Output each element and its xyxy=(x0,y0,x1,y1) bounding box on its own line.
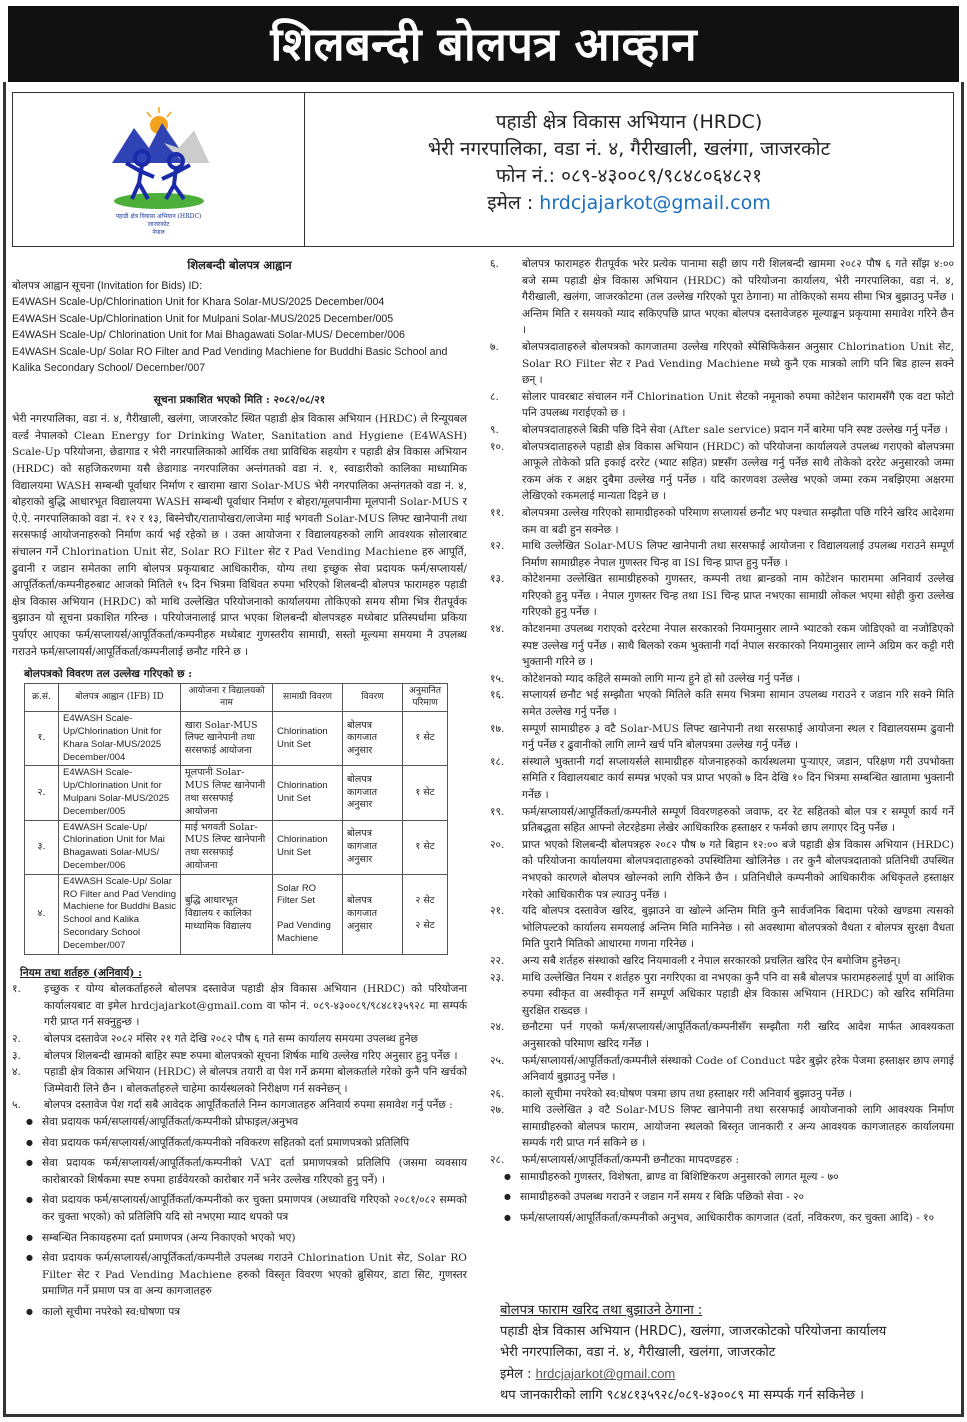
table-row xyxy=(25,874,448,954)
term-item xyxy=(12,1031,467,1048)
term-number: ७. xyxy=(490,340,499,353)
col-material: सामाग्री विवरण xyxy=(273,683,343,712)
address-heading: बोलपत्र फाराम खरिद तथा बुझाउने ठेगाना : xyxy=(500,1303,703,1319)
term-number: २६. xyxy=(490,1087,505,1100)
bullet-item xyxy=(26,1155,467,1188)
address-email-link[interactable]: hrdcjajarkot@gmail.com xyxy=(535,1366,676,1382)
term-number: १. xyxy=(12,983,21,996)
table-header-row xyxy=(25,683,448,712)
terms-list-left xyxy=(12,981,467,1114)
term-item xyxy=(490,538,954,571)
term-number: १०. xyxy=(490,440,505,453)
table-row xyxy=(25,820,448,874)
bullet-icon: ● xyxy=(26,1158,33,1168)
term-number: ११. xyxy=(490,506,505,519)
term-text: माथि उल्लेखित नियम र शर्तहरु पुरा नगरिएका वा नभएका कुनै पनि वा सबै बोलपत्र फारामहरुलाई पूर्ण वा आंशिक रुपमा स्वीकृत वा अस्वीकृत गर्ने सम्पूर्ण अधिकार पहाडी क्षेत्र विकास अभियान (HRDC) को खरिद समितिमा सुरक्षित राख्दछ । xyxy=(522,971,954,1017)
cell-material: Chlorination Unit Set xyxy=(273,766,343,820)
term-number: १६. xyxy=(490,689,505,702)
org-logo xyxy=(13,93,305,246)
contact-line: थप जानकारीको लागि ९८४८१३५९२८/०८९-४३००८९ मा सम्पर्क गर्न सकिनेछ । xyxy=(500,1388,865,1404)
cell-quantity xyxy=(403,874,448,954)
term-item xyxy=(490,903,954,953)
quantity-item: २ सेट xyxy=(415,895,435,907)
term-text: कोटेशनमा उल्लेखित सामाग्रीहरुको गुणस्तर, कम्पनी तथा ब्रान्डको नाम कोटेशन फाराममा अनिवार्य उल्लेख गरिएको हुनु पर्नेछ । नेपाल गुणस्तर चिन्ह तथा ISI चिन्ह प्राप्त नभएका सामाग्री लोकल भएमा सोही कुरा उल्लेख गरिएको हुनु पर्नेछ । xyxy=(522,573,954,619)
term-item xyxy=(490,754,954,804)
term-item xyxy=(490,837,954,903)
email-label: इमेल : xyxy=(487,192,534,214)
cell-details: बोलपत्र कागजात अनुसार xyxy=(343,820,403,874)
org-email-link[interactable]: hrdcjajarkot@gmail.com xyxy=(539,192,771,214)
term-text: बोलपत्रदाताहरुले बोलपत्रको कागजातमा उल्लेख गरिएको स्पेसिफिकेसन अनुसार Chlorination Unit सेट, Solar RO Filter सेट र Pad Vending Machiene मध्ये कुनै एक मात्रको लागि पनि बिड हाल्न सक्ने छन् । xyxy=(522,340,954,387)
col-project: आयोजना र विद्यालयको नाम xyxy=(181,683,273,712)
col-details: विवरण xyxy=(343,683,403,712)
term-item xyxy=(490,953,954,970)
cell-sn: २. xyxy=(25,766,59,820)
term-text: बोलपत्रमा उल्लेख गरिएको सामाग्रीहरुको परिमाण सप्लायर्स छनौट भए पश्चात सम्झौता पछि गरिने खरिद आदेशमा कम वा बढी हुन सक्नेछ । xyxy=(522,506,954,536)
term-text: यदि बोलपत्र दस्तावेज खरिद, बुझाउने वा खोल्ने अन्तिम मिति कुनै सार्वजनिक बिदामा परेको खण्डमा त्यसको भोलिपल्टको कार्यालय समयलाई अन्तिम मिति मानिनेछ । सो अवस्थामा बोलपत्रको वैधता र बोलपत्र सुरक्षा वैधता मिति पुरानै मितिको आधारमा गणना गरिनेछ । xyxy=(522,905,954,951)
cell-details: बोलपत्र कागजात अनुसार xyxy=(343,874,403,954)
bullet-item xyxy=(26,1230,467,1247)
term-text: इच्छुक र योग्य बोलकर्ताहरुले बोलपत्र दस्तावेज पहाडी क्षेत्र विकास अभियान (HRDC) को परियोजना कार्यालयबाट वा इमेल hrdcjajarkot@gmail.com वा फोन नं. ०८९-४३००८९/९८४८१३५९२८ मा सम्पर्क गरी प्राप्त गर्न सक्नुहुन्छ । xyxy=(44,983,467,1029)
bullet-icon: ● xyxy=(504,1171,511,1181)
submission-address xyxy=(500,1300,954,1406)
hrdc-logo-icon xyxy=(104,103,214,213)
term-text: फर्म/सप्लायर्स/आपूर्तिकर्ता/कम्पनी छनौटका मापदण्डहरु : xyxy=(522,1154,740,1167)
term-item xyxy=(490,1152,954,1169)
quantity-item: २ सेट xyxy=(415,920,435,932)
logo-caption-1: पहाडी क्षेत्र विकास अभियान (HRDC) xyxy=(115,212,202,220)
col-sn: क्र.सं. xyxy=(25,683,59,712)
bullet-icon: ● xyxy=(26,1306,33,1316)
term-text: छनौटमा पर्न गएको फर्म/सप्लायर्स/आपूर्तिकर्ता/कम्पनीसँग सम्झौता गरी खरिद आदेश मार्फत आवश्यकता अनुसारको परिमाण खरिद गर्नेछ । xyxy=(522,1021,954,1050)
notice-title: शिलबन्दी बोलपत्र आव्हान xyxy=(8,6,959,82)
terms-heading: नियम तथा शर्तहरु (अनिवार्य) : xyxy=(20,966,143,979)
ifb-id-2: E4WASH Scale-Up/Chlorination Unit for Mulpani Solar-MUS/2025 December/005 xyxy=(12,312,394,325)
selection-criteria-list xyxy=(490,1169,954,1227)
cell-ifb-id: E4WASH Scale-Up/Chlorination Unit for Mulpani Solar-MUS/2025 December/005 xyxy=(59,766,181,820)
bullet-item xyxy=(26,1135,467,1152)
cell-details: बोलपत्र कागजात अनुसार xyxy=(343,766,403,820)
term-item xyxy=(490,621,954,671)
ifb-id-4: E4WASH Scale-Up/ Solar RO Filter and Pad Vending Machiene for Buddhi Basic School and Kalika Secondary School/ December/007 xyxy=(12,345,448,375)
bullet-icon: ● xyxy=(26,1137,33,1147)
bullet-text: फर्म/सप्लायर्स/आपूर्तिकर्ता/कम्पनीको अनुभव, आधिकारीक कागजात (दर्ता, नविकरण, कर चुक्ता आदि) - १० xyxy=(520,1211,935,1224)
term-number: ३. xyxy=(12,1049,21,1062)
term-item xyxy=(490,1053,954,1086)
bullet-text: सेवा प्रदायक फर्म/सप्लायर्स/आपूर्तिकर्ता/कम्पनीको नविकरण सहितको दर्ता प्रमाणपत्रको प्रतिलिपि xyxy=(42,1136,410,1149)
bullet-icon: ● xyxy=(504,1192,511,1202)
term-number: २२. xyxy=(490,954,505,967)
term-item xyxy=(12,1097,467,1114)
bid-table xyxy=(24,683,448,955)
cell-project: बुद्धि आधारभूत विद्यालय र कालिका माध्यामिक विद्यालय xyxy=(181,874,273,954)
cell-sn: १. xyxy=(25,712,59,766)
term-item xyxy=(490,505,954,538)
cell-quantity: १ सेट xyxy=(403,766,448,820)
org-phone: फोन नं.: ०८९-४३००८९/९८४८०६४८२१ xyxy=(495,165,763,187)
term-number: १८. xyxy=(490,755,505,768)
right-column xyxy=(490,256,954,1406)
cell-quantity: १ सेट xyxy=(403,712,448,766)
term-number: २७. xyxy=(490,1104,505,1117)
bullet-icon: ● xyxy=(26,1116,33,1126)
bullet-item xyxy=(504,1189,954,1206)
cell-quantity: १ सेट xyxy=(403,820,448,874)
term-text: बोलपत्र फारामहरु रीतपूर्वक भरेर प्रत्येक पानामा सही छाप गरी शिलबन्दी खाममा २०८२ पौष ६ गते साँझ ४:०० बजे सम्म पहाडी क्षेत्र विकास अभियान (HRDC) को परियोजना कार्यालय, भेरी नगरपालिका, वडा नं. ४, गैरीखाली, खलंगा, जाजरकोटमा (तल उल्लेख गरिएको पूरा ठेगाना) मा तोकिएको समय सीमा भित्र बुझाउनु पर्नेछ । अन्तिम मिति र समयको म्याद सकिएपछि प्राप्त भएका बोलपत्र दस्तावेजहरु मूल्याङ्कन प्रकृयामा समावेश गरिने छैन । xyxy=(522,258,954,337)
term-text: कोटेशनको म्याद कहिले सम्मको लागि मान्य हुने हो सो उल्लेख गर्नु पर्नेछ । xyxy=(522,672,801,685)
term-item xyxy=(12,981,467,1031)
term-text: सप्लायर्स छनौट भई सम्झौता भएको मितिले कति समय भित्रमा सामान उपलब्ध गराउने र जडान गरि सक्ने मिति समेत उल्लेख गर्नु पर्नेछ । xyxy=(522,689,954,719)
bullet-icon: ● xyxy=(26,1195,33,1205)
logo-caption-2: जाजरकोट xyxy=(147,220,170,228)
address-email-label: इमेल : xyxy=(500,1367,532,1383)
term-text: सम्पूर्ण सामाग्रीहरु ३ वटै Solar-MUS लिफ्ट खानेपानी तथा सरसफाई आयोजना स्थल र विद्यालयसम्म ढुवानी गर्नु पर्नेछ र ढुवानीको लागि लाग्ने खर्च पनि बोलपत्रमा उल्लेख गर्नु पर्नेछ । xyxy=(522,722,954,752)
bullet-item xyxy=(26,1192,467,1225)
term-number: २८. xyxy=(490,1154,505,1167)
term-text: फर्म/सप्लायर्स/आपूर्तिकर्ता/कम्पनीले सम्पूर्ण विवरणहरुको जवाफ, दर रेट सहितको बोल पत्र र सम्पूर्ण कार्य गर्ने प्रतिबद्धता सहित आफ्नो लेटरहेडमा लेखेर आधिकारिक हस्ताक्षर र फर्मको छाप लगाएर दिनु पर्नेछ । xyxy=(522,805,954,835)
terms-list-right xyxy=(490,256,954,1169)
term-text: बोलपत्र दस्तावेज २०८२ मंसिर २१ गते देखि २०८२ पौष ६ गते सम्म कार्यालय समयमा उपलब्ध हुनेछ xyxy=(44,1033,418,1045)
bullet-item xyxy=(26,1114,467,1131)
bullet-text: कालो सूचीमा नपरेको स्व:घोषणा पत्र xyxy=(42,1305,181,1318)
term-number: ९. xyxy=(490,423,499,436)
term-item xyxy=(490,804,954,837)
term-number: २५. xyxy=(490,1054,505,1067)
term-number: ४. xyxy=(12,1066,21,1079)
term-item xyxy=(490,1019,954,1052)
material-item: Pad Vending Machiene xyxy=(277,920,331,945)
term-number: ६. xyxy=(490,258,499,270)
term-number: १९. xyxy=(490,805,505,818)
section-heading: शिलबन्दी बोलपत्र आह्वान xyxy=(187,258,292,272)
term-number: १३. xyxy=(490,573,505,586)
term-number: २३. xyxy=(490,971,505,984)
bullet-item xyxy=(26,1304,467,1321)
term-text: सोलार पावरबाट संचालन गर्ने Chlorination Unit सेटको नमूनाको रुपमा कोटेशन फारामसँगै एक वटा फोटो पनि उपलब्ध गराईएको छ । xyxy=(522,390,954,420)
bullet-text: सेवा प्रदायक फर्म/सप्लायर्स/आपूर्तिकर्ता/कम्पनीको कर चुक्ता प्रमाणपत्र (अध्यावधि गरिएको २०८१/०८२ सम्मको कर चुक्ता भएको) को प्रतिलिपि यदि सो नभएमा म्याद थपको पत्र xyxy=(42,1194,467,1223)
bullet-item xyxy=(26,1250,467,1300)
bullet-text: सम्बन्धित निकायहरुमा दर्ता प्रमाणपत्र (अन्य निकाएको भएको भए) xyxy=(42,1231,296,1244)
cell-material: Chlorination Unit Set xyxy=(273,712,343,766)
bullet-icon: ● xyxy=(26,1253,33,1263)
term-text: बोलपत्र शिलबन्दी खामको बाहिर स्पष्ट रुपमा बोलपत्रको सूचना शिर्षक माथि उल्लेख गरिए अनुसार हुनु पर्नेछ । xyxy=(44,1049,458,1062)
term-number: १५. xyxy=(490,672,505,685)
bullet-text: सेवा प्रदायक फर्म/सप्लायर्स/आपूर्तिकर्ता/कम्पनीले उपलब्ध गराउने Chlorination Unit सेट, Solar RO Filter सेट र Pad Vending Machiene हरुको विस्तृत विवरण भएको ब्रुसियर, डाटा सिट, गुणस्तर प्रमाणित गर्ने प्रमाण पत्र वा अन्य कागजातहरु xyxy=(42,1252,467,1298)
org-name: पहाडी क्षेत्र विकास अभियान (HRDC) xyxy=(495,111,763,133)
required-docs-list xyxy=(12,1114,467,1321)
org-header xyxy=(12,92,954,247)
bullet-text: सामाग्रीहरुको उपलब्ध गराउने र जडान गर्ने समय र बिक्रि पछिको सेवा - २० xyxy=(520,1191,804,1204)
term-number: १२. xyxy=(490,540,505,553)
table-row xyxy=(25,712,448,766)
term-item xyxy=(12,1064,467,1097)
bullet-item xyxy=(504,1210,954,1227)
term-item xyxy=(12,1048,467,1065)
term-item xyxy=(490,389,954,422)
term-number: १७. xyxy=(490,722,505,735)
term-number: १४. xyxy=(490,623,505,636)
term-text: प्राप्त भएको शिलबन्दी बोलपत्रहरु २०८२ पौष ७ गते बिहान १२:०० बजे पहाडी क्षेत्र विकास अभियान (HRDC) को परियोजना कार्यालयमा बोलपत्रदाताहरुको उपस्थितिमा खोलिनेछ । तर कुनै बोलपत्रदाताको प्रतिनिधी उपस्थित नभएको कारणले बोलपत्र खोल्नको लागि रोकिने छैन । प्रतिनिधीले कम्पनीको आधिकारीक अधिकृतले हस्ताक्षर गरेको आधिकारीक पत्र ल्याउनु पर्नेछ । xyxy=(522,838,954,901)
term-number: ५. xyxy=(12,1099,21,1112)
term-item xyxy=(490,439,954,505)
cell-ifb-id: E4WASH Scale-Up/ Solar RO Filter and Pad Vending Machiene for Buddhi Basic School and Kalika Secondary School December/007 xyxy=(59,874,181,954)
logo-caption-3: नेपाल xyxy=(152,228,165,236)
term-text: संस्थाले भुक्तानी गर्दा सप्लायर्सले सामाग्रीहरु योजनाहरुको कार्यस्थलमा पुऱ्याएर, जडान, परिक्षण गरी उपभोक्ता समिति र विद्यालयबाट कार्य सम्पन्न भएको पत्र प्राप्त भएको ७ दिन देखि १० दिन भित्रमा सम्बन्धित खातामा भुक्तानी गर्नेछ । xyxy=(522,755,954,801)
term-item xyxy=(490,1086,954,1103)
term-text: बोलपत्र दस्तावेज पेश गर्दा सबै आवेदक आपूर्तिकर्ताले निम्न कागजातहरु अनिवार्य रुपमा समावेश गर्नु पर्नेछ : xyxy=(44,1099,453,1112)
term-item xyxy=(490,422,954,439)
term-number: २१. xyxy=(490,905,505,918)
cell-project: माई भगवती Solar-MUS लिफ्ट खानेपानी तथा सरसफाई आयोजना xyxy=(181,820,273,874)
bullet-text: सेवा प्रदायक फर्म/सप्लायर्स/आपूर्तिकर्ता/कम्पनीको VAT दर्ता प्रमाणपत्रको प्रतिलिपि (जसमा व्यवसाय कारोबारको शिर्षकमा स्पष्ट रुपमा हार्डवेयरको कारोबार गर्ने भनेर उल्लेख गरिएको हुनु पर्ने) । xyxy=(42,1157,467,1186)
material-item: Solar RO Filter Set xyxy=(277,882,317,907)
address-line-2: भेरी नगरपालिका, वडा नं. ४, गैरीखाली, खलंगा, जाजरकोट xyxy=(500,1345,776,1361)
ifb-id-3: E4WASH Scale-Up/ Chlorination Unit for Mai Bhagawati Solar-MUS/ December/006 xyxy=(12,329,405,342)
cell-material xyxy=(273,874,343,954)
col-quantity: अनुमानित परिमाण xyxy=(403,683,448,712)
term-number: २४. xyxy=(490,1021,505,1034)
cell-details: बोलपत्र कागजात अनुसार xyxy=(343,712,403,766)
ifb-id-1: E4WASH Scale-Up/Chlorination Unit for Khara Solar-MUS/2025 December/004 xyxy=(12,296,385,309)
term-item xyxy=(490,671,954,688)
address-line-1: पहाडी क्षेत्र विकास अभियान (HRDC), खलंगा, जाजरकोटको परियोजना कार्यालय xyxy=(500,1324,887,1340)
term-text: पहाडी क्षेत्र विकास अभियान (HRDC) ले बोलपत्र तयारी वा पेश गर्ने क्रममा बोलकर्ताले गरेको कुनै पनि खर्चको जिम्मेवारी लिने छैन । बोलकर्ताहरुले चाहेमा कार्यस्थलको निरीक्षण गर्न सक्नेछन् । xyxy=(44,1066,467,1095)
cell-ifb-id: E4WASH Scale-Up/Chlorination Unit for Khara Solar-MUS/2025 December/004 xyxy=(59,712,181,766)
org-info xyxy=(305,93,953,246)
bullet-icon: ● xyxy=(504,1212,511,1222)
term-text: कोटशनमा उपलब्ध गराएको दररेटमा नेपाल सरकारको नियमानुसार लाग्ने भ्याटको रकम जोडिएको वा नजोडिएको स्पष्ट उल्लेख गर्नु पर्नेछ । साथै बिलको रकम भुक्तानी गर्दा नेपाल सरकारको नियमानुसार लाग्ने अग्रिम कर कट्टी गरी भुक्तानी गरिने छ । xyxy=(522,623,954,669)
term-item xyxy=(490,256,954,339)
term-text: फर्म/सप्लायर्स/आपूर्तिकर्ता/कम्पनीले संस्थाको Code of Conduct पढेर बुझेर हरेक पेजमा हस्ताक्षर छाप लगाई अनिवार्य बुझाउनु पर्नेछ । xyxy=(522,1054,954,1084)
term-item xyxy=(490,339,954,389)
term-item xyxy=(490,571,954,621)
term-item xyxy=(490,1102,954,1152)
intro-paragraph: भेरी नगरपालिका, वडा नं. ४, गैरीखाली, खलंगा, जाजरकोट स्थित पहाडी क्षेत्र विकास अभियान (HRDC) ले रिन्यूयबल वर्ल्ड नेपालको Clean Energy for Drinking Water, Sanitation and Hygiene (E4WASH) Scale-Up परियोजना, छेडागाड र भेरी नगरपालिकाको आर्थिक तथा प्राविधिक सहयोग र पहाडी क्षेत्र विकास अभियान (HRDC) को सहजिकरणमा यसै छेडागाड नगरपालिका अन्तंगतको वडा नं. १, स्वाडारीको कालिका माध्यामिक विद्यालयमा WASH सम्बन्धी पूर्वाधार निर्माण र खारामा खारा Solar-MUS भेरी नगरपालिका अन्तंगतको वडा नं. ४, बोहराको बुद्धि आधारभूत विद्यालयमा WASH सम्बन्धी पूर्वाधार निर्माण र बोहरा/मूलपानीमा मूलपानी Solar-MUS र ऐ.ऐ. नगरपालिकाको वडा नं. १२ र १३, बिस्नेचौर/रातापोखरा/लाजेमा माई भगवती Solar-MUS लिफ्ट खानेपानी तथा सरसफाई आयोजनाहरुको निर्माण कार्य भई रहेको छ । उक्त आयोजना र विद्यालयहरुको लागि आवश्यक सोलारबाट संचालन गर्ने Chlorination Unit सेट, Solar RO Filter सेट र Pad Vending Machiene हरु आपूर्ति, ढुवानी र जडान समेतका लागि बोलपत्र प्रकृयाबाट आधिकारीक, योग्य तथा इच्छुक सेवा प्रदायक फर्म/सप्लायर्स/आपूर्तिकर्ता/कम्पनीहरुबाट आजको मितिले १५ दिन भित्रमा विधिवत रुपमा भरिएको शिलबन्दी बोलपत्र फारामहरु पहाडी क्षेत्र विकास अभियान (HRDC) को माथि उल्लेखित परियोजनाको कार्यालयमा तोकिएको समय सीमा भित्र रीतपूर्वक बुझाउन यो सूचना प्रकाशित गरिन्छ । परियोजनालाई प्राप्त भएका शिलबन्दी बोलपत्रहरु मध्येबाट प्रतिस्पर्धामा प्रकिया पुर्याएर आएका फर्म/सप्लायर्स/आपूर्तिकर्ता/कम्पनीहरु मध्येबाट गुणस्तरीय सामाग्री, सस्तो मूल्यमा समयमा नै उपलब्ध गराउने फर्म/सप्लायर्स/आपूर्तिकर्ता/कम्पनीलाई छनौट गरिने छ । xyxy=(12,413,467,658)
table-caption: बोलपत्रको विवरण तल उल्लेख गरिएको छ : xyxy=(24,668,193,681)
term-text: माथि उल्लेखित Solar-MUS लिफ्ट खानेपानी तथा सरसफाई आयोजना र विद्यालयलाई उपलब्ध गराउने सम्पूर्ण निर्माण सामाग्रीहरु नेपाल गुणस्तर चिन्ह वा ISI चिन्ह प्राप्त हुनु पर्नेछ । xyxy=(522,540,954,569)
term-text: अन्य सबै शर्तहरु संस्थाको खरिद नियमावली र नेपाल सरकारको प्रचलित खरिद ऐन बमोजिम हुनेछन्। xyxy=(522,954,901,967)
bullet-item xyxy=(504,1169,954,1186)
term-text: बोलपत्रदाताहरुले पहाडी क्षेत्र विकास अभियान (HRDC) को परियोजना कार्यालयले उपलब्ध गराएको बोलपत्रमा आफूले तोकेको प्रति इकाई दररेट (भ्याट सहित) प्रष्टसँग उल्लेख गर्नु पर्नेछ साथै तोकेको दररेट अनुसारको जम्मा रकम अंक र अक्षर दुबैमा उल्लेख गर्नु पर्नेछ । यदि कारणवश उल्लेख भएको जम्मा रकम नबझिएमा अक्षरमा लेखिएको रकमलाई मान्यता दिइने छ । xyxy=(522,440,954,503)
bullet-text: सामाग्रीहरुको गुणस्तर, विशेषता, ब्राण्ड वा बिशिष्टिकरण अनुसारको लागत मूल्य - ७० xyxy=(520,1170,839,1183)
term-text: बोलपत्रदाताहरुले बिक्री पछि दिने सेवा (After sale service) प्रदान गर्ने बारेमा पनि स्पष्ट उल्लेख गर्नु पर्नेछ । xyxy=(522,423,948,436)
term-text: कालो सूचीमा नपरेको स्व:घोषण पत्रमा छाप तथा हस्ताक्षर गरी अनिवार्य बुझाउनु पर्नेछ । xyxy=(522,1087,852,1100)
cell-sn: ३. xyxy=(25,820,59,874)
term-number: २. xyxy=(12,1033,21,1045)
cell-material: Chlorination Unit Set xyxy=(273,820,343,874)
ifb-label: बोलपत्र आह्वान सूचना (Invitation for Bids) ID: xyxy=(12,279,203,292)
term-item xyxy=(490,970,954,1020)
cell-sn: ४. xyxy=(25,874,59,954)
term-item xyxy=(490,687,954,720)
table-row xyxy=(25,766,448,820)
cell-ifb-id: E4WASH Scale-Up/ Chlorination Unit for Mai Bhagawati Solar-MUS/ December/006 xyxy=(59,820,181,874)
publication-date: सूचना प्रकाशित भएको मिति : २०८२/०८/२१ xyxy=(153,393,326,406)
col-ifb-id: बोलपत्र आह्वान (IFB) ID xyxy=(59,683,181,712)
org-address: भेरी नगरपालिका, वडा नं. ४, गैरीखाली, खलंगा, जाजरकोट xyxy=(427,138,831,160)
left-column xyxy=(12,257,467,1325)
term-text: माथि उल्लेखित ३ वटै Solar-MUS लिफ्ट खानेपानी तथा सरसफाई आयोजनाको लागि आवश्यक निर्माण सामाग्रीहरुको बोलपत्र फाराम, आयोजना स्थलको बिस्तृत जानकारी र अन्य आवश्यक कागजातहरु कार्यालयमा सम्पर्क गरी प्राप्त गर्न सकिने छ । xyxy=(522,1104,954,1150)
bullet-text: सेवा प्रदायक फर्म/सप्लायर्स/आपूर्तिकर्ता/कम्पनीको प्रोफाइल/अनुभव xyxy=(42,1115,299,1128)
term-number: ८. xyxy=(490,390,499,403)
term-number: २०. xyxy=(490,838,505,851)
term-item xyxy=(490,721,954,754)
bullet-icon: ● xyxy=(26,1232,33,1242)
cell-project: खारा Solar-MUS लिफ्ट खानेपानी तथा सरसफाई आयोजना xyxy=(181,712,273,766)
cell-project: मूलपानी Solar-MUS लिफ्ट खानेपानी तथा सरसफाई आयोजना xyxy=(181,766,273,820)
